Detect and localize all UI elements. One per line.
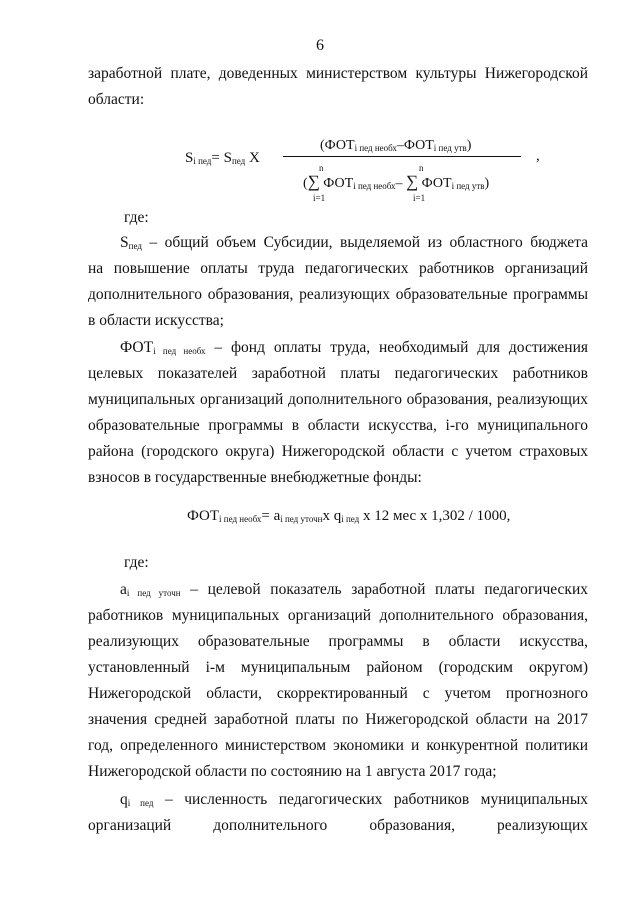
- definition-line: $S_{пед}$ – общий объем Субсидии, выделяемой из областного бюджета: [120, 234, 588, 251]
- definition-line: на повышение оплаты труда педагогических работников организаций: [88, 260, 588, 277]
- definition-line: значения средней заработной платы по Нижегородской области на 2017: [88, 711, 588, 728]
- intro-line: заработной плате, доведенных министерством культуры Нижегородской: [88, 65, 588, 82]
- intro-line: области:: [88, 91, 145, 108]
- definition-line: работников муниципальных организаций дополнительного образования,: [88, 607, 588, 624]
- definition-line: год, определенного министерством экономики и конкурентной политики: [88, 737, 588, 754]
- page-number: 6: [316, 37, 324, 54]
- formula-denominator: (∑ $ФОТ_{i пед необх}-$ ∑ $ФОТ_{i пед утв}$): [303, 172, 490, 191]
- definition-line: дополнительного образования, реализующих образовательные программы: [88, 286, 588, 303]
- definition-line: $ФОТ_{i пед необх}$ – фонд оплаты труда, необходимый для достижения: [120, 339, 588, 356]
- formula-lhs: $S_{i пед}= S_{пед}$ Х: [185, 150, 260, 166]
- definition-line: $a_{i пед уточн}$ – целевой показатель заработной платы педагогических: [120, 581, 588, 598]
- formula-numerator: $(ФОТ_{i пед необх}-ФОТ_{i пед утв})$: [320, 138, 472, 153]
- where-label: где:: [124, 554, 149, 571]
- fraction-bar: [283, 156, 521, 157]
- sum-upper-limit: n: [319, 163, 324, 173]
- sum-lower-limit: i=1: [413, 193, 426, 203]
- sum-lower-limit: i=1: [313, 193, 326, 203]
- definition-line: целевых показателей заработной платы педагогических работников: [88, 365, 588, 382]
- where-label: где:: [124, 209, 149, 226]
- formula-comma: ,: [536, 148, 540, 164]
- definition-line: Нижегородской области, скорректированный с учетом прогнозного: [88, 685, 588, 702]
- definition-line: реализующих образовательные программы в области искусства,: [88, 633, 588, 650]
- definition-line: в области искусства;: [88, 312, 224, 329]
- sum-upper-limit: n: [419, 163, 424, 173]
- definition-line: района (городского округа) Нижегородской области с учетом страховых: [88, 443, 588, 460]
- definition-line: взносов в государственные внебюджетные фонды:: [88, 469, 422, 486]
- definition-line: образовательные программы в области искусства, i-го муниципального: [88, 417, 588, 434]
- definition-line: $q_{i пед}$ – численность педагогических работников муниципальных: [120, 791, 588, 808]
- definition-line: Нижегородской области по состоянию на 1 августа 2017 года;: [88, 763, 497, 780]
- definition-line: установленный i-м муниципальным районом (городским округом): [88, 659, 588, 676]
- definition-line: организаций дополнительного образования, реализующих: [88, 817, 588, 834]
- definition-line: муниципальных организаций дополнительного образования, реализующих: [88, 391, 588, 408]
- formula-fot: $ФОТ_{i пед необх}= a_{i пед уточн}х$ $q_{i пед}$ х 12 мес х 1,302 / 1000,: [187, 508, 511, 524]
